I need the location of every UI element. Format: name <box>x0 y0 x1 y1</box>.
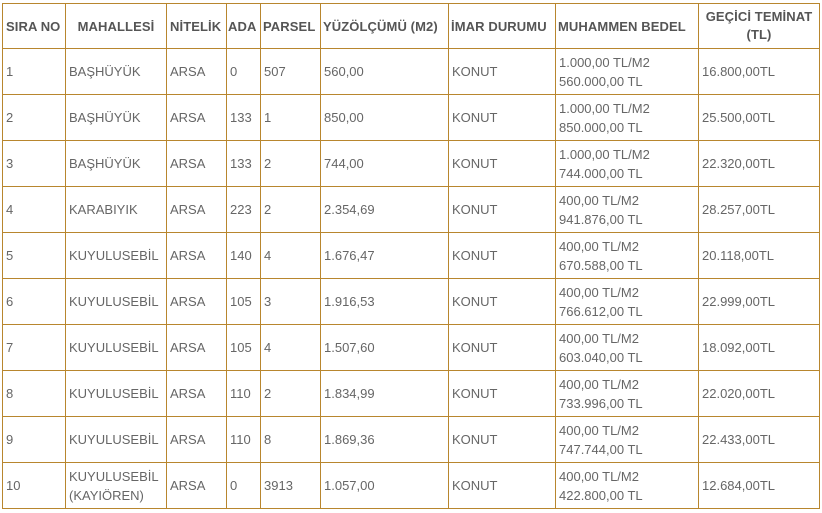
cell-parsel: 3 <box>261 279 321 325</box>
table-body <box>3 49 820 509</box>
cell-sira-no: 3 <box>3 141 66 187</box>
mahallesi-name: KARABIYIK <box>69 202 138 217</box>
cell-parsel: 8 <box>261 417 321 463</box>
cell-muhammen-bedel <box>556 325 699 371</box>
cell-imar-durumu: KONUT <box>449 279 556 325</box>
total-price: 670.588,00 TL <box>559 257 643 273</box>
cell-muhammen-bedel <box>556 371 699 417</box>
cell-imar-durumu: KONUT <box>449 49 556 95</box>
cell-muhammen-bedel <box>556 49 699 95</box>
table-row <box>3 371 820 417</box>
cell-yuzolcumu: 1.834,99 <box>321 371 449 417</box>
table-row <box>3 233 820 279</box>
cell-sira-no: 6 <box>3 279 66 325</box>
cell-mahallesi <box>66 49 167 95</box>
header-muhammen-bedel: MUHAMMEN BEDEL <box>556 4 699 49</box>
cell-imar-durumu: KONUT <box>449 141 556 187</box>
unit-price: 400,00 TL/M2 <box>559 468 639 484</box>
total-price: 850.000,00 TL <box>559 119 643 135</box>
cell-imar-durumu: KONUT <box>449 233 556 279</box>
cell-ada: 133 <box>227 95 261 141</box>
header-mahallesi: MAHALLESİ <box>66 4 167 49</box>
mahallesi-name: BAŞHÜYÜK <box>69 64 141 79</box>
cell-ada: 110 <box>227 417 261 463</box>
unit-price: 1.000,00 TL/M2 <box>559 54 650 70</box>
mahallesi-name: KUYULUSEBİL <box>69 468 159 484</box>
cell-muhammen-bedel <box>556 187 699 233</box>
header-gecici-teminat: GEÇİCİ TEMİNAT (TL) <box>699 4 820 49</box>
header-ada: ADA <box>227 4 261 49</box>
cell-ada: 223 <box>227 187 261 233</box>
cell-yuzolcumu: 1.916,53 <box>321 279 449 325</box>
cell-gecici-teminat: 22.020,00TL <box>699 371 820 417</box>
cell-nitelik: ARSA <box>167 279 227 325</box>
cell-yuzolcumu: 850,00 <box>321 95 449 141</box>
cell-ada: 0 <box>227 49 261 95</box>
total-price: 747.744,00 TL <box>559 441 643 457</box>
cell-parsel: 1 <box>261 95 321 141</box>
cell-yuzolcumu: 2.354,69 <box>321 187 449 233</box>
cell-nitelik: ARSA <box>167 233 227 279</box>
unit-price: 400,00 TL/M2 <box>559 238 639 254</box>
cell-imar-durumu: KONUT <box>449 417 556 463</box>
parcel-auction-table <box>2 3 820 509</box>
cell-nitelik: ARSA <box>167 463 227 509</box>
cell-nitelik: ARSA <box>167 417 227 463</box>
cell-sira-no: 10 <box>3 463 66 509</box>
cell-sira-no: 2 <box>3 95 66 141</box>
header-nitelik: NİTELİK <box>167 4 227 49</box>
table-row <box>3 187 820 233</box>
cell-muhammen-bedel <box>556 279 699 325</box>
cell-yuzolcumu: 560,00 <box>321 49 449 95</box>
total-price: 560.000,00 TL <box>559 73 643 89</box>
cell-sira-no: 1 <box>3 49 66 95</box>
cell-nitelik: ARSA <box>167 371 227 417</box>
header-yuzolcumu: YÜZÖLÇÜMÜ (M2) <box>321 4 449 49</box>
total-price: 941.876,00 TL <box>559 211 643 227</box>
cell-gecici-teminat: 22.320,00TL <box>699 141 820 187</box>
cell-gecici-teminat: 22.999,00TL <box>699 279 820 325</box>
cell-parsel: 2 <box>261 371 321 417</box>
total-price: 766.612,00 TL <box>559 303 643 319</box>
mahallesi-subname: (KAYIÖREN) <box>69 487 144 503</box>
cell-imar-durumu: KONUT <box>449 463 556 509</box>
cell-mahallesi <box>66 141 167 187</box>
cell-ada: 105 <box>227 279 261 325</box>
cell-imar-durumu: KONUT <box>449 187 556 233</box>
cell-gecici-teminat: 25.500,00TL <box>699 95 820 141</box>
cell-yuzolcumu: 1.869,36 <box>321 417 449 463</box>
total-price: 422.800,00 TL <box>559 487 643 503</box>
cell-gecici-teminat: 18.092,00TL <box>699 325 820 371</box>
cell-nitelik: ARSA <box>167 49 227 95</box>
cell-parsel: 2 <box>261 187 321 233</box>
unit-price: 400,00 TL/M2 <box>559 284 639 300</box>
cell-nitelik: ARSA <box>167 141 227 187</box>
cell-muhammen-bedel <box>556 233 699 279</box>
cell-mahallesi <box>66 325 167 371</box>
cell-mahallesi <box>66 371 167 417</box>
mahallesi-name: BAŞHÜYÜK <box>69 156 141 171</box>
table-row <box>3 325 820 371</box>
cell-gecici-teminat: 12.684,00TL <box>699 463 820 509</box>
cell-yuzolcumu: 1.676,47 <box>321 233 449 279</box>
mahallesi-name: KUYULUSEBİL <box>69 248 159 263</box>
cell-imar-durumu: KONUT <box>449 325 556 371</box>
cell-sira-no: 8 <box>3 371 66 417</box>
unit-price: 1.000,00 TL/M2 <box>559 146 650 162</box>
table-row <box>3 417 820 463</box>
table-row <box>3 49 820 95</box>
cell-mahallesi <box>66 417 167 463</box>
cell-parsel: 3913 <box>261 463 321 509</box>
cell-muhammen-bedel <box>556 463 699 509</box>
mahallesi-name: KUYULUSEBİL <box>69 432 159 447</box>
cell-mahallesi <box>66 233 167 279</box>
table-row <box>3 95 820 141</box>
cell-parsel: 507 <box>261 49 321 95</box>
table-row <box>3 463 820 509</box>
cell-ada: 105 <box>227 325 261 371</box>
unit-price: 400,00 TL/M2 <box>559 330 639 346</box>
cell-sira-no: 4 <box>3 187 66 233</box>
cell-muhammen-bedel <box>556 141 699 187</box>
cell-gecici-teminat: 28.257,00TL <box>699 187 820 233</box>
total-price: 733.996,00 TL <box>559 395 643 411</box>
cell-nitelik: ARSA <box>167 95 227 141</box>
cell-gecici-teminat: 16.800,00TL <box>699 49 820 95</box>
cell-parsel: 2 <box>261 141 321 187</box>
mahallesi-name: KUYULUSEBİL <box>69 294 159 309</box>
cell-ada: 0 <box>227 463 261 509</box>
cell-parsel: 4 <box>261 233 321 279</box>
mahallesi-name: KUYULUSEBİL <box>69 340 159 355</box>
header-sira-no: SIRA NO <box>3 4 66 49</box>
cell-muhammen-bedel <box>556 417 699 463</box>
cell-sira-no: 9 <box>3 417 66 463</box>
total-price: 744.000,00 TL <box>559 165 643 181</box>
table-row <box>3 279 820 325</box>
cell-mahallesi <box>66 95 167 141</box>
header-imar-durumu: İMAR DURUMU <box>449 4 556 49</box>
mahallesi-name: KUYULUSEBİL <box>69 386 159 401</box>
unit-price: 1.000,00 TL/M2 <box>559 100 650 116</box>
cell-sira-no: 7 <box>3 325 66 371</box>
cell-yuzolcumu: 744,00 <box>321 141 449 187</box>
cell-ada: 140 <box>227 233 261 279</box>
cell-ada: 110 <box>227 371 261 417</box>
cell-imar-durumu: KONUT <box>449 95 556 141</box>
total-price: 603.040,00 TL <box>559 349 643 365</box>
cell-muhammen-bedel <box>556 95 699 141</box>
unit-price: 400,00 TL/M2 <box>559 422 639 438</box>
cell-ada: 133 <box>227 141 261 187</box>
cell-gecici-teminat: 20.118,00TL <box>699 233 820 279</box>
cell-yuzolcumu: 1.507,60 <box>321 325 449 371</box>
cell-nitelik: ARSA <box>167 187 227 233</box>
cell-sira-no: 5 <box>3 233 66 279</box>
cell-mahallesi <box>66 187 167 233</box>
cell-mahallesi <box>66 463 167 509</box>
header-parsel: PARSEL <box>261 4 321 49</box>
cell-parsel: 4 <box>261 325 321 371</box>
unit-price: 400,00 TL/M2 <box>559 192 639 208</box>
header-row <box>3 4 820 49</box>
cell-nitelik: ARSA <box>167 325 227 371</box>
unit-price: 400,00 TL/M2 <box>559 376 639 392</box>
cell-gecici-teminat: 22.433,00TL <box>699 417 820 463</box>
cell-yuzolcumu: 1.057,00 <box>321 463 449 509</box>
table-row <box>3 141 820 187</box>
cell-imar-durumu: KONUT <box>449 371 556 417</box>
cell-mahallesi <box>66 279 167 325</box>
mahallesi-name: BAŞHÜYÜK <box>69 110 141 125</box>
